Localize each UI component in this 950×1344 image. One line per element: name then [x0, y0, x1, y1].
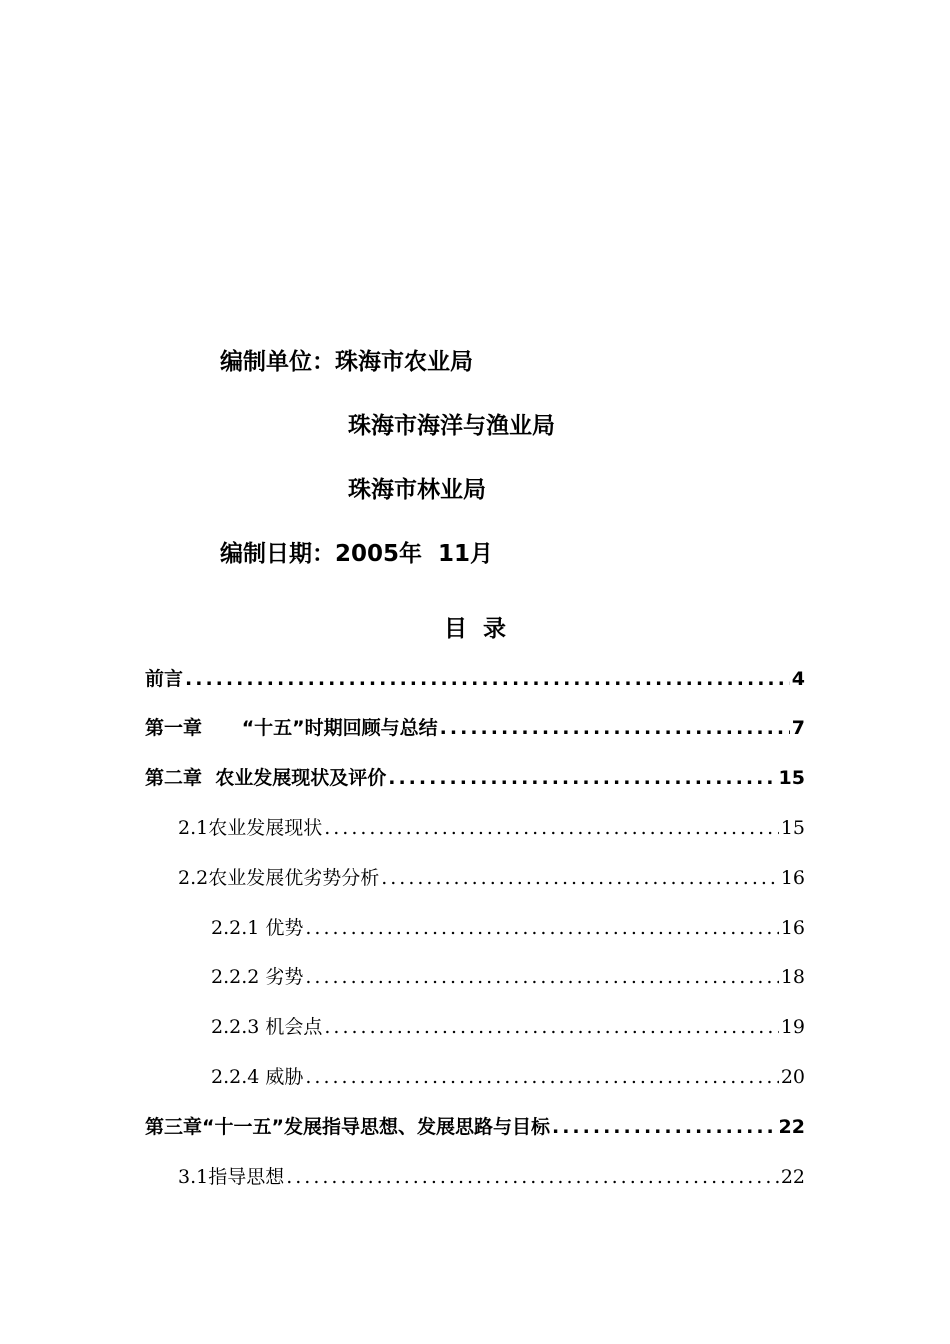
- toc-page-number: 15: [778, 767, 805, 789]
- toc-entry-section-2-1[interactable]: [178, 814, 805, 842]
- compiler-name-2: 珠海市海洋与渔业局: [348, 413, 555, 439]
- toc-leader-dots: [381, 864, 779, 892]
- toc-entry-text: 2.2.2 劣势: [211, 966, 304, 988]
- toc-leader-dots: [324, 1013, 778, 1041]
- toc-entry-chapter-2[interactable]: [145, 764, 805, 792]
- toc-page-number: 7: [791, 717, 805, 739]
- toc-entry-section-3-1[interactable]: [178, 1163, 805, 1191]
- toc-page-number: 16: [780, 917, 805, 939]
- toc-entry-text: 2.2.4 威胁: [211, 1066, 304, 1088]
- toc-page-number: 19: [780, 1016, 805, 1038]
- toc-page-number: 20: [780, 1066, 805, 1088]
- toc-leader-dots: [305, 963, 778, 991]
- compiler-name-3: 珠海市林业局: [348, 477, 486, 503]
- toc-entry-section-2-2-3[interactable]: [211, 1013, 805, 1041]
- toc-entry-preface[interactable]: [145, 665, 805, 693]
- toc-entry-text: 前言: [145, 668, 184, 690]
- toc-entry-section-2-2-1[interactable]: [211, 914, 805, 942]
- date-value: 2005年 11月: [335, 541, 494, 567]
- toc-leader-dots: [552, 1113, 777, 1141]
- toc-leader-dots: [305, 1063, 778, 1091]
- toc-leader-dots: [286, 1163, 779, 1191]
- date-row: [220, 539, 493, 569]
- toc-entry-section-2-2-2[interactable]: [211, 963, 805, 991]
- toc-entry-text: 2.1农业发展现状: [178, 817, 323, 839]
- toc-entry-chapter-3[interactable]: [145, 1113, 805, 1141]
- toc-entry-text: 第三章“十一五”发展指导思想、发展思路与目标: [145, 1116, 550, 1138]
- toc-entry-text: 3.1指导思想: [178, 1166, 285, 1188]
- toc-page-number: 22: [780, 1166, 805, 1188]
- toc-entry-section-2-2-4[interactable]: [211, 1063, 805, 1091]
- toc-leader-dots: [324, 814, 779, 842]
- toc-title: 目 录: [443, 616, 506, 642]
- compiler-name-1: 珠海市农业局: [335, 349, 473, 375]
- toc-leader-dots: [185, 665, 790, 693]
- toc-page-number: 16: [780, 867, 805, 889]
- toc-entry-text: 第二章 农业发展现状及评价: [145, 767, 387, 789]
- toc-entry-chapter-1[interactable]: [145, 714, 805, 742]
- compiler-label: 编制单位：: [220, 349, 335, 375]
- toc-entry-section-2-2[interactable]: [178, 864, 805, 892]
- toc-entry-text: 第一章 “十五”时期回顾与总结: [145, 717, 438, 739]
- toc-page-number: 4: [791, 668, 805, 690]
- toc-leader-dots: [440, 714, 790, 742]
- date-label: 编制日期：: [220, 541, 335, 567]
- toc-entry-text: 2.2.1 优势: [211, 917, 304, 939]
- toc-entry-text: 2.2.3 机会点: [211, 1016, 323, 1038]
- toc-page-number: 15: [780, 817, 805, 839]
- compiler-row: [220, 347, 473, 377]
- toc-entry-text: 2.2农业发展优劣势分析: [178, 867, 380, 889]
- toc-page-number: 22: [778, 1116, 805, 1138]
- toc-leader-dots: [305, 914, 778, 942]
- toc-leader-dots: [388, 764, 776, 792]
- toc-page-number: 18: [780, 966, 805, 988]
